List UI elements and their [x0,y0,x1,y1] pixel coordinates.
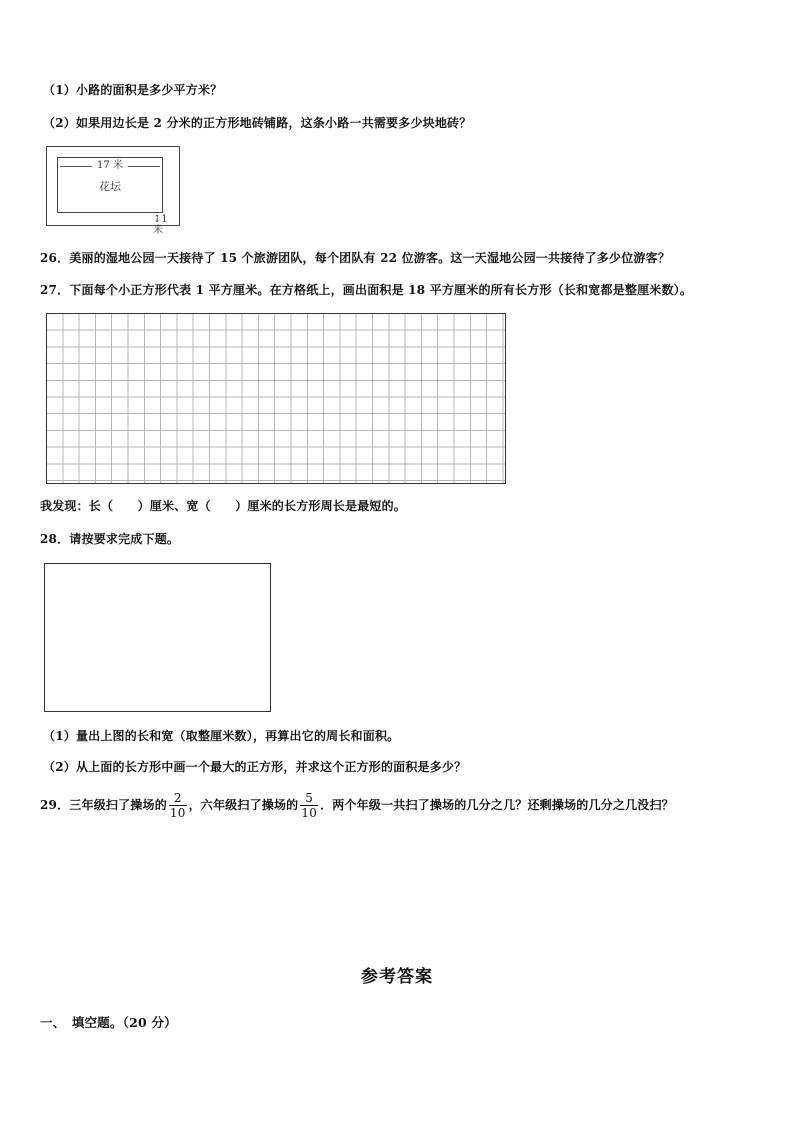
q25-sub1: （1）小路的面积是多少平方米？ [43,83,223,97]
q29-part3: ．两个年级一共扫了操场的几分之几？还剩操场的几分之几没扫？ [320,798,674,812]
q28-text: 28．请按要求完成下题。 [40,532,180,546]
garden-width-label [153,214,179,236]
garden-figure [46,146,180,236]
fraction-2-denominator: 10 [301,806,318,820]
q29-part2: ，六年级扫了操场的 [188,798,299,812]
q28-sub2: （2）从上面的长方形中画一个最大的正方形，并求这个正方形的面积是多少？ [43,760,467,774]
garden-name-label: 花坛 [99,180,121,193]
q29-fraction-1 [169,791,187,820]
q25-sub2: （2）如果用边长是 2 分米的正方形地砖铺路，这条小路一共需要多少块地砖？ [43,116,472,130]
q27-discovery: 我发现：长（ ）厘米、宽（ ）厘米的长方形周长是最短的。 [40,499,407,513]
answers-section-1: 一、 填空题。（20 分） [40,1015,177,1030]
garden-inner-rect [57,157,163,213]
width-arrow-icon: ↕ [153,214,162,225]
fraction-1-denominator: 10 [169,806,186,820]
fraction-1-numerator: 2 [169,791,187,806]
q29-part1: 29．三年级扫了操场的 [40,798,167,812]
fraction-2-numerator: 5 [300,791,318,806]
q29-text [40,785,674,825]
q26-text: 26．美丽的湿地公园一天接待了 15 个旅游团队，每个团队有 22 位游客。这一天湿地公园一共接待了多少位游客？ [40,251,671,265]
q27-text: 27．下面每个小正方形代表 1 平方厘米。在方格纸上，画出面积是 18 平方厘米的所有长方形（长和宽都是整厘米数）。 [40,283,693,297]
grid-paper[interactable] [46,313,506,484]
answers-title: 参考答案 [361,967,433,987]
garden-length-label: 17 米 [60,160,160,172]
q28-sub1: （1）量出上图的长和宽（取整厘米数），再算出它的周长和面积。 [43,729,400,743]
q29-fraction-2 [300,791,318,820]
q28-rectangle [44,563,271,712]
garden-width-text: 1 米 [153,214,168,236]
